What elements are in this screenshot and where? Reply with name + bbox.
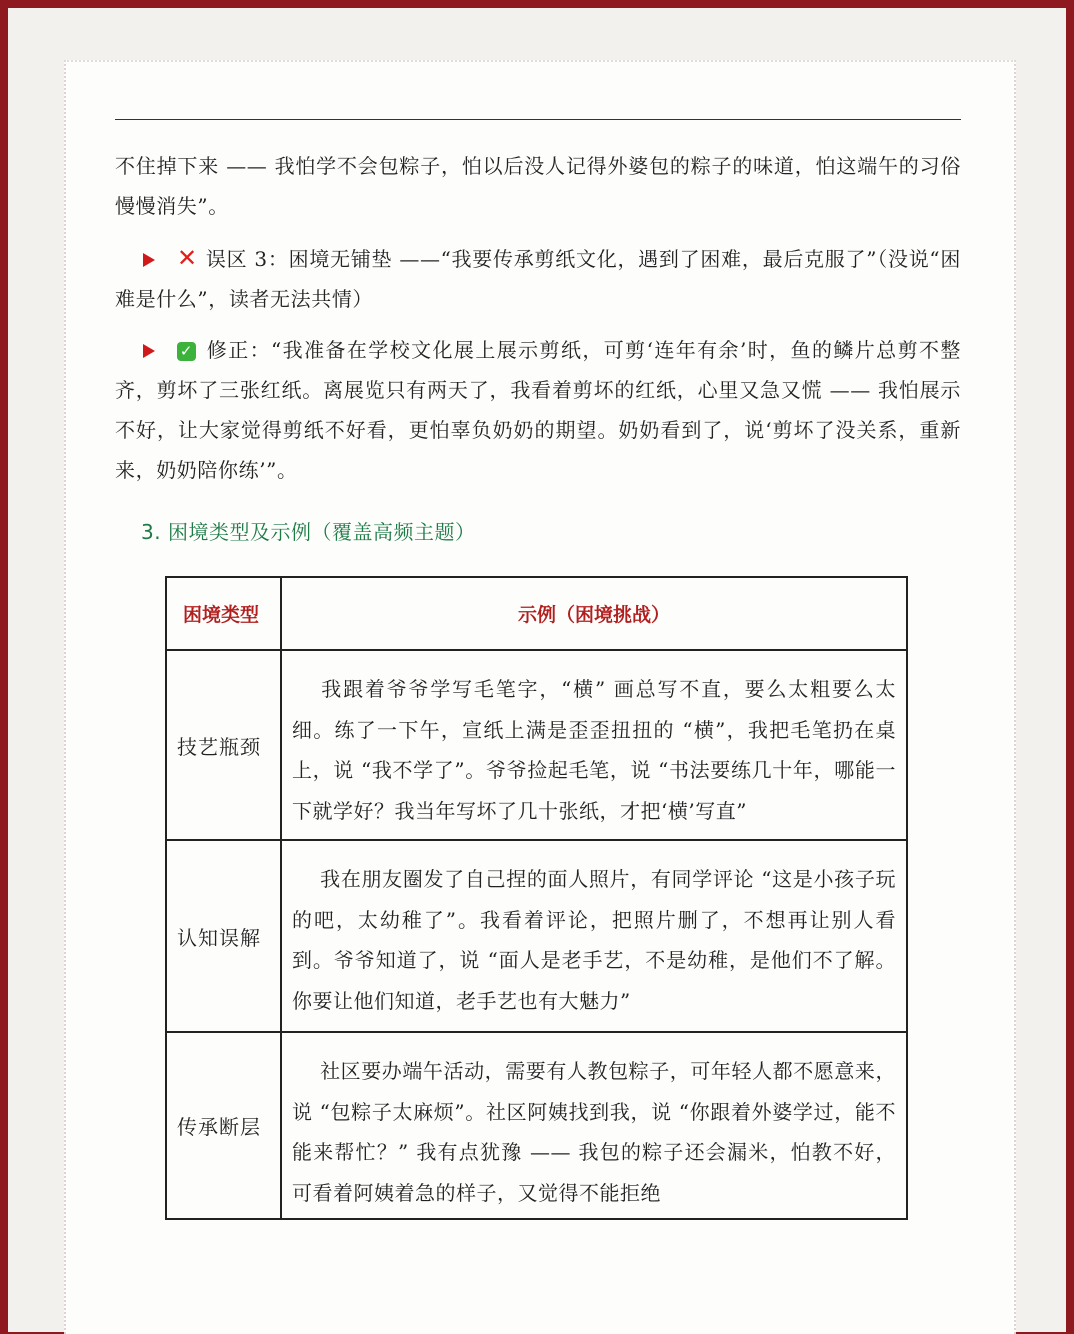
dilemma-example-cell	[281, 650, 907, 840]
table-header-example: 示例（困境挑战）	[281, 577, 907, 650]
correction-text: “我准备在学校文化展上展示剪纸，可剪‘连年有余’时，鱼的鳞片总剪不整齐，剪坏了三张红纸。离展览只有两天了，我看着剪坏的红纸，心里又急又慌 —— 我怕展示不好，让大家觉得剪纸不好看，更怕辜负奶奶的期望。奶奶看到了，说‘剪坏了没关系，重新来，奶奶陪你练’”。	[115, 338, 961, 482]
dilemma-example-cell	[281, 840, 907, 1032]
green-check-icon: ✓	[177, 342, 196, 361]
continuation-text: 不住掉下来 —— 我怕学不会包粽子，怕以后没人记得外婆包的粽子的味道，怕这端午的习俗慢慢消失”。	[115, 154, 961, 218]
continuation-paragraph	[115, 146, 961, 226]
table-header-row	[166, 577, 907, 650]
correction-item	[115, 330, 961, 490]
correction-label: 修正：	[206, 338, 272, 362]
dilemma-example-text: 我在朋友圈发了自己捏的面人照片，有同学评论 “这是小孩子玩的吧，太幼稚了”。我看着评论，把照片删了，不想再让别人看到。爷爷知道了，说 “面人是老手艺，不是幼稚，是他们不了解。你要让他们知道，老手艺也有大魅力”	[292, 867, 896, 1013]
dilemma-type-cell: 认知误解	[166, 840, 281, 1032]
dilemma-type-cell: 技艺瓶颈	[166, 650, 281, 840]
dilemma-example-text: 社区要办端午活动，需要有人教包粽子，可年轻人都不愿意来，说 “包粽子太麻烦”。社区阿姨找到我，说 “你跟着外婆学过，能不能来帮忙？” 我有点犹豫 —— 我包的粽子还会漏米，怕教不好，可看着阿姨着急的样子，又觉得不能拒绝	[292, 1059, 896, 1205]
header-rule	[115, 119, 961, 120]
red-cross-icon: ✕	[177, 244, 198, 272]
dilemma-example-text: 我跟着爷爷学写毛笔字，“横” 画总写不直，要么太粗要么太细。练了一下午，宣纸上满是歪歪扭扭的 “横”，我把毛笔扔在桌上，说 “我不学了”。爷爷捡起毛笔，说 “书法要练几十年，哪能一下就学好？我当年写坏了几十张纸，才把‘横’写直”	[292, 677, 896, 823]
dilemma-example-cell	[281, 1032, 907, 1219]
table-header-type: 困境类型	[166, 577, 281, 650]
mistake-3-item	[115, 238, 961, 319]
dilemma-table	[165, 576, 908, 1220]
section-title: 3. 困境类型及示例（覆盖高频主题）	[141, 520, 476, 544]
red-triangle-bullet-icon	[143, 344, 155, 358]
table-row	[166, 840, 907, 1032]
mistake-3-label: 误区 3：困境无铺垫 ——	[205, 247, 441, 271]
table-row	[166, 1032, 907, 1219]
dilemma-type-cell: 传承断层	[166, 1032, 281, 1219]
table-row	[166, 650, 907, 840]
red-triangle-bullet-icon	[143, 253, 155, 267]
mistake-3-text: “我要传承剪纸文化，遇到了困难，最后克服了”（没说“困难是什么”，读者无法共情）	[115, 247, 961, 311]
